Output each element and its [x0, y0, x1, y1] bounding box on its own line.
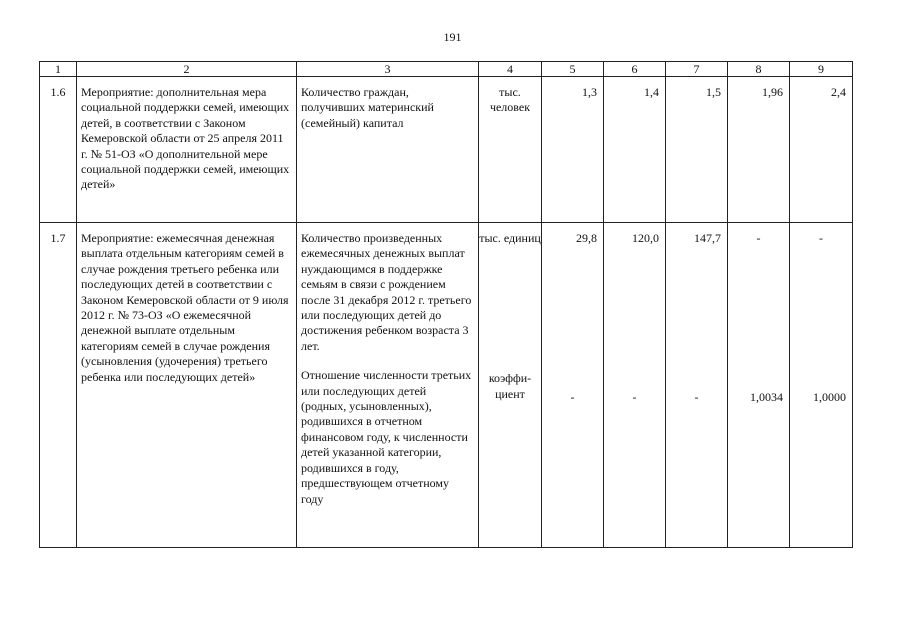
header-cell: 8 [728, 62, 790, 77]
header-cell: 4 [479, 62, 542, 77]
header-cell: 2 [77, 62, 297, 77]
measure-description: Мероприятие: ежемесячная денежная выплата отдельным категориям семей в случае рождения третьего ребенка или последующих детей в соответствии с Законом Кемеровской области от 9 июля 2012 г. № 73-ОЗ «О ежемесячной денежной выплате отдельным категориям семей в случае рождения (усыновления (удочерения) третьего ребенка или последующих детей» [77, 223, 297, 548]
row-number: 1.6 [40, 77, 77, 223]
unit-cell [479, 223, 542, 548]
unit-of-measure: коэффи- циент [488, 371, 532, 401]
table-row [40, 223, 853, 548]
value-cell [604, 223, 666, 548]
value: 1,0034 [750, 390, 783, 405]
value-cell: 2,4 [790, 77, 853, 223]
value: 29,8 [576, 231, 597, 245]
header-cell: 7 [666, 62, 728, 77]
value: - [570, 390, 575, 405]
header-cell: 3 [297, 62, 479, 77]
value: - [694, 390, 699, 405]
value-cell: 1,4 [604, 77, 666, 223]
value-cell: 1,5 [666, 77, 728, 223]
value: 120,0 [632, 231, 659, 245]
header-cell: 9 [790, 62, 853, 77]
indicators-table [39, 61, 853, 548]
value-cell [790, 223, 853, 548]
header-cell: 1 [40, 62, 77, 77]
unit-of-measure: тыс. единиц [479, 231, 541, 245]
table-row [40, 77, 853, 223]
value-cell [666, 223, 728, 548]
header-cell: 5 [542, 62, 604, 77]
value: - [819, 231, 823, 245]
indicator-cell [297, 223, 479, 548]
indicator-name: Количество произведенных ежемесячных денежных выплат нуждающимся в поддержке семьям в связи с рождением после 31 декабря 2012 г. третьего или последующих детей до достижения ребенком возраста 3 лет. [301, 231, 472, 353]
value-cell [542, 223, 604, 548]
value: - [756, 231, 761, 245]
value-cell: 1,96 [728, 77, 790, 223]
value: - [632, 390, 637, 405]
row-number: 1.7 [40, 223, 77, 548]
unit-of-measure: тыс. человек [479, 77, 542, 223]
value-cell: 1,3 [542, 77, 604, 223]
measure-description: Мероприятие: дополнительная мера социальной поддержки семей, имеющих детей, в соответствии с Законом Кемеровской области от 25 апреля 2011 г. № 51-ОЗ «О дополнительной мере социальной поддержки семей, имеющих детей» [77, 77, 297, 223]
column-number-row [40, 62, 853, 77]
header-cell: 6 [604, 62, 666, 77]
value-cell [728, 223, 790, 548]
indicator-name: Отношение численности третьих или последующих детей (родных, усыновленных), родившихся в отчетном финансовом году, к численности детей указанной категории, родившихся в году, предшествующем отчетному году [301, 368, 472, 506]
value: 1,0000 [813, 390, 846, 405]
page-number: 191 [443, 30, 462, 44]
indicator-name: Количество граждан, получивших материнский (семейный) капитал [297, 77, 479, 223]
value: 147,7 [694, 231, 721, 245]
